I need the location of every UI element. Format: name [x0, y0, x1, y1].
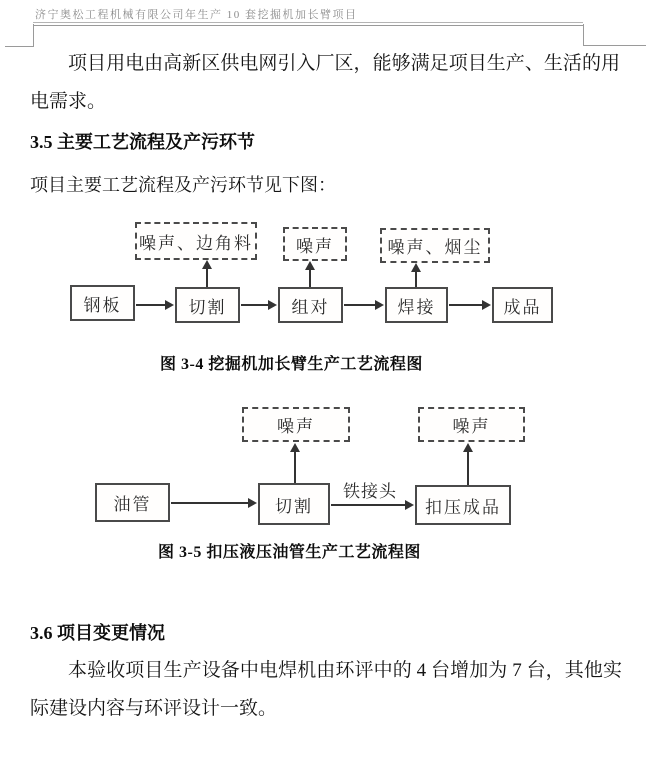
- header-rule-left-step-vertical: [33, 24, 34, 46]
- flow-node: [278, 287, 343, 323]
- emission-label: 噪声: [296, 236, 334, 256]
- running-header-title: 济宁奥松工程机械有限公司年生产 10 套挖掘机加长臂项目: [35, 9, 358, 21]
- section-3-6-paragraph: 本验收项目生产设备中电焊机由环评中的 4 台增加为 7 台，其他实际建设内容与环评设计一致。: [30, 660, 622, 719]
- flow-node: [95, 483, 170, 522]
- flow-node: [492, 287, 553, 323]
- flow-node-label: 扣压成品: [425, 497, 501, 517]
- arrow-right-icon: [136, 304, 166, 306]
- flow-node: [70, 285, 135, 321]
- emission-box: [135, 222, 257, 260]
- flow-node: [385, 287, 448, 323]
- header-rule: [33, 22, 583, 26]
- flow-node: [415, 485, 511, 525]
- emission-label: 噪声、边角料: [139, 233, 253, 253]
- emission-label: 噪声、烟尘: [387, 238, 483, 257]
- arrow-right-icon: [344, 304, 376, 306]
- flow-node-label: 切割: [275, 496, 313, 516]
- emission-box: [242, 407, 350, 442]
- arrow-up-icon: [415, 271, 417, 287]
- section-heading-3-5: 3.5 主要工艺流程及产污环节: [30, 132, 255, 152]
- figure-3-4-caption: 图 3-4 挖掘机加长臂生产工艺流程图: [160, 356, 423, 373]
- flow-node-label: 成品: [503, 297, 542, 317]
- flow-node-label: 油管: [113, 495, 152, 514]
- emission-label: 噪声: [277, 417, 315, 436]
- flow-node-label: 钢板: [83, 295, 122, 315]
- arrow-up-icon: [294, 451, 296, 483]
- flow-node-label: 组对: [291, 297, 330, 317]
- section-heading-3-6: 3.6 项目变更情况: [30, 623, 165, 643]
- arrow-right-icon: [241, 304, 269, 306]
- arrow-right-icon: [449, 304, 483, 306]
- emission-label: 噪声: [452, 417, 491, 436]
- header-rule-right-step-vertical: [583, 24, 584, 45]
- emission-box: [283, 227, 347, 261]
- arrow-right-icon: [331, 504, 406, 506]
- flow-arrow-label: 铁接头: [343, 482, 397, 501]
- flow-node-label: 切割: [188, 297, 227, 317]
- arrow-right-icon: [171, 502, 249, 504]
- arrow-up-icon: [206, 268, 208, 287]
- emission-box: [418, 407, 525, 442]
- flowchart-figure-3-4: [0, 222, 646, 332]
- figure-3-5-caption: 图 3-5 扣压液压油管生产工艺流程图: [158, 544, 421, 561]
- flow-node: [258, 483, 330, 525]
- section-3-5-lead-text: 项目主要工艺流程及产污环节见下图：: [30, 175, 336, 195]
- flow-node-label: 焊接: [397, 297, 436, 317]
- emission-box: [380, 228, 490, 263]
- flow-node: [175, 287, 240, 323]
- flowchart-figure-3-5: [0, 407, 646, 527]
- arrow-up-icon: [309, 269, 311, 287]
- arrow-up-icon: [467, 451, 469, 485]
- intro-paragraph: 项目用电由高新区供电网引入厂区，能够满足项目生产、生活的用电需求。: [30, 53, 620, 112]
